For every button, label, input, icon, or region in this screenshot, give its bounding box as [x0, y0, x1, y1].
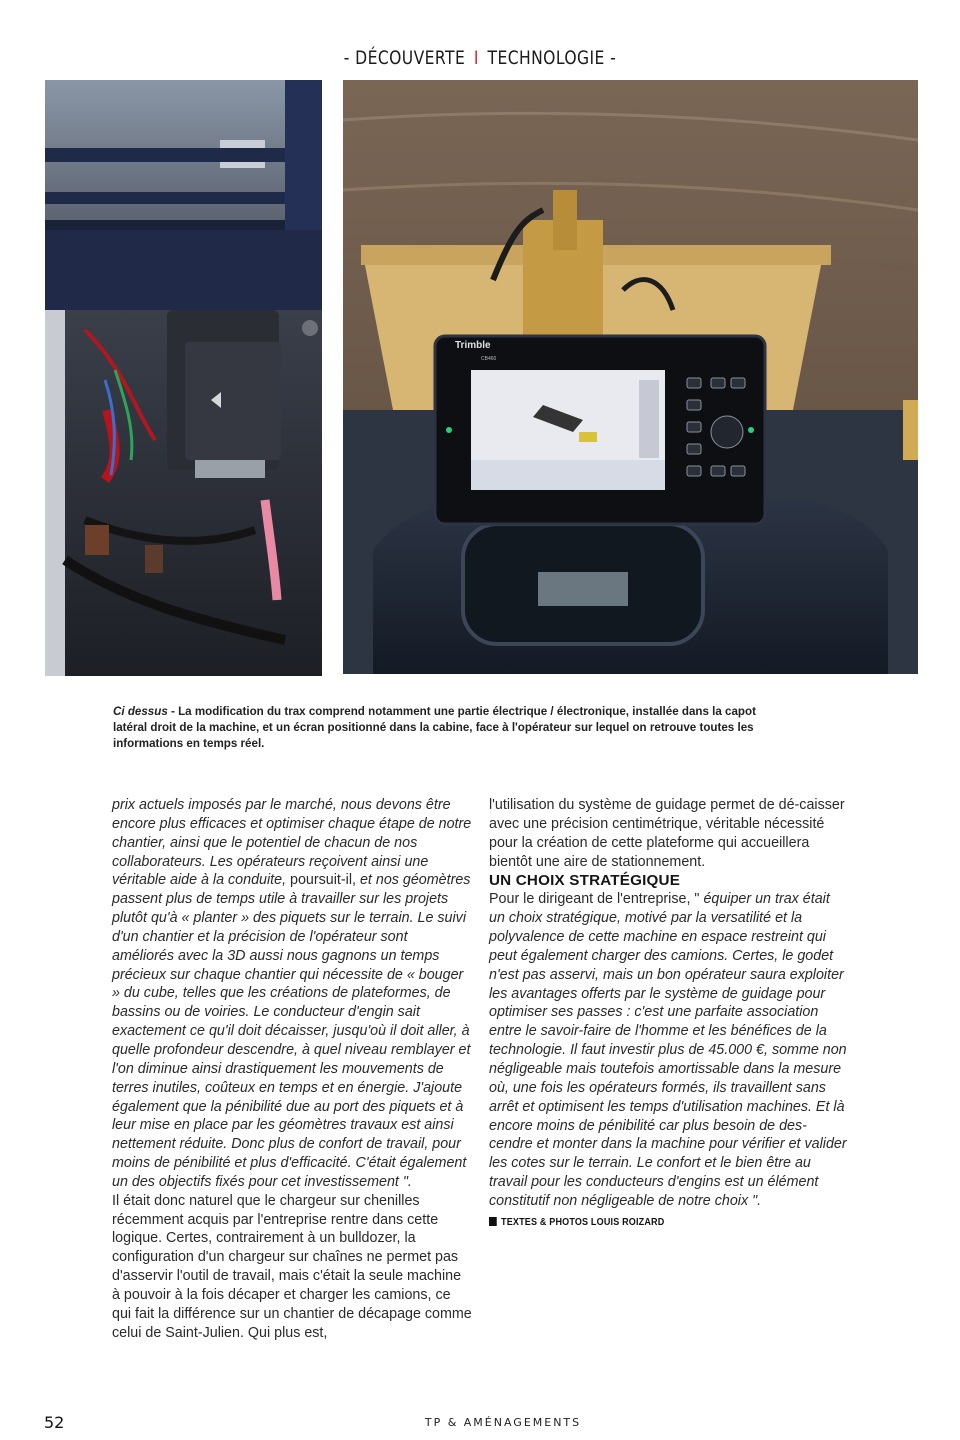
quote-intro: Pour le dirigeant de l'entreprise, " — [489, 891, 704, 908]
credit-text: TEXTES & PHOTOS LOUIS ROIZARD — [501, 1215, 665, 1228]
quote-text: prix actuels imposés par le marché, nous devons être encore plus efficaces et optimiser chaque étape de notre chantier, ainsi que le potentiel de chacun de nos collaborateurs. Les opérateurs reçoivent ainsi une véritable aide à la conduite, — [112, 797, 472, 889]
magazine-name: TP & AMÉNAGEMENTS — [424, 1416, 582, 1429]
body-paragraph: Il était donc naturel que le chargeur sur chenilles récemment acquis par l'entreprise rentre dans cette logique. Certes, contrairement à un bulldozer, la configuration d'un chargeur sur chaînes ne permet pas d'asservir l'outil de travail, mais c'était la seule machine à pouvoir à la fois décaper et charger les camions, ce qui fait la différence sur un chantier de décapage comme celui de Saint-Julien. Qui plus est, — [112, 1192, 472, 1341]
section-label: - DÉCOUVERTE — [343, 47, 466, 69]
director-quote-paragraph — [489, 890, 847, 1210]
section-header — [86, 47, 873, 69]
cab-view-illustration — [343, 80, 918, 674]
engine-bay-electronics-photo — [45, 80, 322, 676]
screen-model: CB460 — [481, 356, 497, 362]
caption-text: - La modification du trax comprend notamment une partie électrique / électronique, installée dans la capot latéral droit de la machine, et un écran positionné dans la cabine, face à l'opérateur sur lequel on retrouve toutes les informations en temps réel. — [113, 705, 756, 750]
quote-attribution: poursuit-il, — [286, 872, 360, 889]
article-column-right — [489, 796, 847, 1232]
quote-paragraph — [112, 796, 472, 1192]
cab-trimble-screen-photo — [343, 80, 918, 674]
quote-text-continued: et nos géomètres passent plus de temps utile à travailler sur les projets plutôt qu'à « planter » des piquets sur le terrain. Le suivi d'un chantier et la précision de l'opérateur sont améliorés avec la 3D aussi nous gagnons un temps précieux sur chaque chantier qui nécessite de « bouger » du cube, telles que les créations de plateformes, de bassins ou de voiries. Le conducteur d'engin sait exactement ce qu'il doit décaisser, jusqu'où il doit aller, à quelle profondeur descendre, à quel niveau remblayer et l'on diminue ainsi drastiquement les mouvements de terres inutiles, coûteux en temps et en énergie. J'ajoute également que la pénibilité due au port des piquets et à leur mise en place par les géomètres travaux est ainsi nettement réduite. Donc plus de confort de travail, pour moins de pénibilité et plus d'efficacité. C'était également un des objectifs fixés pour cet investissement ". — [112, 872, 471, 1190]
topic-label: TECHNOLOGIE - — [487, 47, 617, 69]
photo-caption — [113, 704, 788, 752]
caption-lead: Ci dessus — [113, 705, 168, 718]
body-paragraph-right: l'utilisation du système de guidage permet de dé-caisser avec une précision centimétrique, véritable nécessité pour la création de cette plateforme qui accueillera bientôt une aire de stationnement. — [489, 797, 845, 870]
square-bullet-icon — [489, 1217, 497, 1226]
section-subheading: UN CHOIX STRATÉGIQUE — [489, 872, 681, 890]
article-column-left — [112, 796, 472, 1342]
page-number: 52 — [44, 1413, 65, 1432]
engine-bay-illustration — [45, 80, 322, 676]
header-separator: I — [473, 47, 479, 69]
screen-brand: Trimble — [455, 340, 491, 351]
director-quote: équiper un trax était un choix stratégique, motivé par la versatilité et la polyvalence de cette machine en espace restreint qui peut également charger des camions. Certes, le godet n'est pas asservi, mais un bon opérateur saura exploiter les avantages offerts par le système de guidage pour optimiser ses passes : c'est une parfaite association entre le savoir-faire de l'homme et les bénéfices de la technologie. Il faut investir plus de 45.000 €, somme non négligeable mais toutefois amortissable dans la mesure où, une fois les opérateurs formés, ils travaillent sans arrêt et optimisent les temps d'utilisation machines. Et là encore moins de pénibilité car plus besoin de des-cendre et monter dans la machine pour vérifier et valider les cotes sur le terrain. Le confort et le bien être au travail pour les conducteurs d'engins est un élément constitutif non négligeable de notre choix ". — [489, 891, 847, 1209]
author-credit — [489, 1213, 797, 1232]
